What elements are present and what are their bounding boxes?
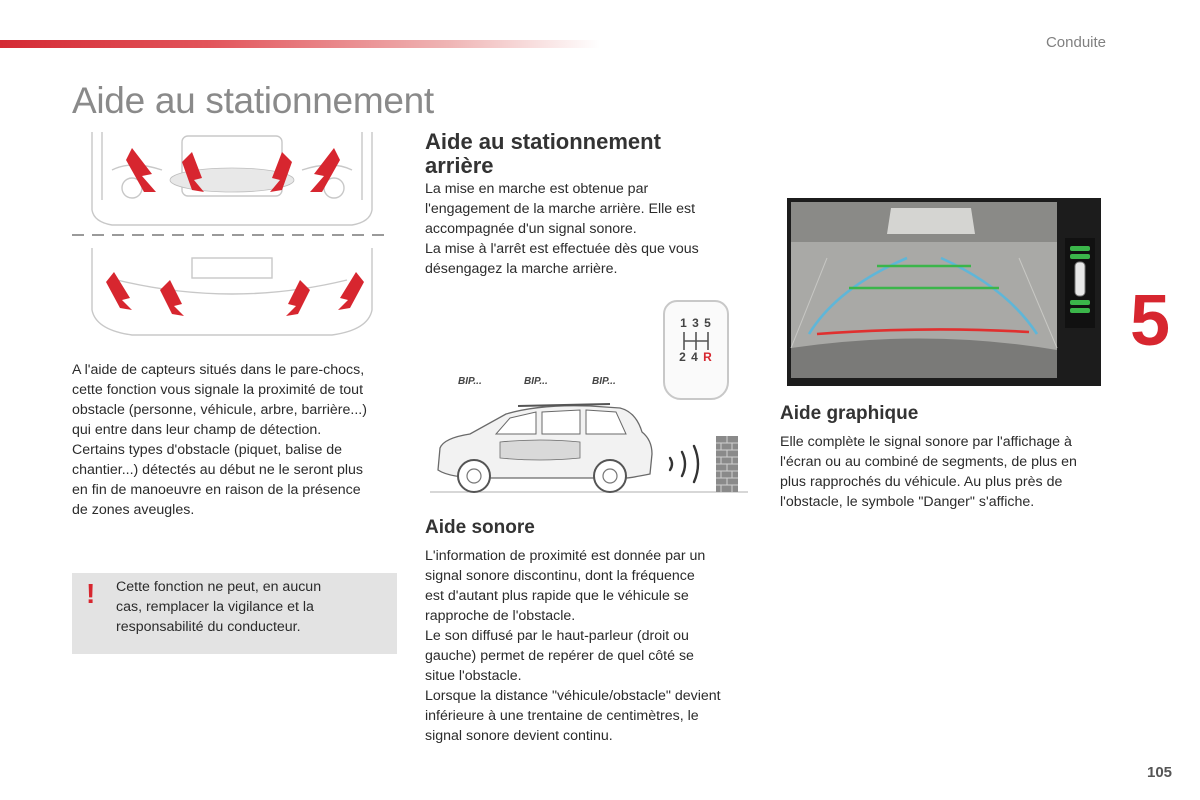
section-label: Conduite [1045, 34, 1106, 51]
gear-reverse-label: R [703, 350, 713, 364]
page-title: Aide au stationnement [72, 80, 434, 121]
gear-row-bottom [665, 350, 727, 364]
car-obstacle-illustration [430, 398, 748, 500]
gear-row-top: 1 3 5 [680, 316, 712, 330]
reverse-camera-screen [787, 198, 1101, 386]
gear-knob-icon [663, 300, 729, 400]
intro-paragraph: A l'aide de capteurs situés dans le pare-chocs, cette fonction vous signale la proximité de tout obstacle (personne, véhicule, arbre, barrière...) qui entre dans leur champ de détection. Certains types d'obstacle (piquet, balise de chantier...) détectés au début ne le seront plus en fin de manoeuvre en raison de la présence de zones aveugles. [72, 362, 367, 518]
gear-pattern-icon [681, 332, 711, 350]
beep-label-2: BIP... [524, 376, 548, 387]
page-number: 105 [1147, 764, 1173, 781]
gear-row-bottom-left: 2 4 [679, 350, 699, 364]
graphic-aid-text: Elle complète le signal sonore par l'affichage à l'écran ou au combiné de segments, de plus en plus rapprochés du véhicule. Au plus près de l'obstacle, le symbole "Danger" s'affiche. [780, 434, 1077, 510]
parking-sensor-segments-icon [1065, 238, 1095, 328]
beep-label-3: BIP... [592, 376, 616, 387]
bumper-sensors-illustration [72, 130, 392, 350]
rear-parking-text: La mise en marche est obtenue par l'engagement de la marche arrière. Elle est accompagnée d'un signal sonore. La mise à l'arrêt est effectuée dès que vous désengagez la marche arrière. [425, 181, 699, 277]
graphic-aid-heading: Aide graphique [780, 403, 919, 424]
audio-aid-heading: Aide sonore [425, 517, 535, 538]
chapter-number: 5 [1130, 281, 1171, 361]
top-accent-bar [0, 40, 600, 48]
warning-exclamation-icon: ! [86, 578, 96, 609]
audio-aid-text: L'information de proximité est donnée par un signal sonore discontinu, dont la fréquence est d'autant plus rapide que le véhicule se rapproche de l'obstacle. Le son diffusé par le haut-parleur (droit ou gauche) permet de repérer de quel côté se situe l'obstacle. Lorsque la distance "véhicule/obstacle" devient inférieure à une trentaine de centimètres, le signal sonore devient continu. [425, 548, 721, 744]
brick-wall-icon [716, 436, 738, 492]
rear-parking-heading: Aide au stationnement arrière [425, 129, 661, 178]
warning-text: Cette fonction ne peut, en aucun cas, remplacer la vigilance et la responsabilité du conducteur. [116, 579, 322, 635]
beep-label-1: BIP... [458, 376, 482, 387]
